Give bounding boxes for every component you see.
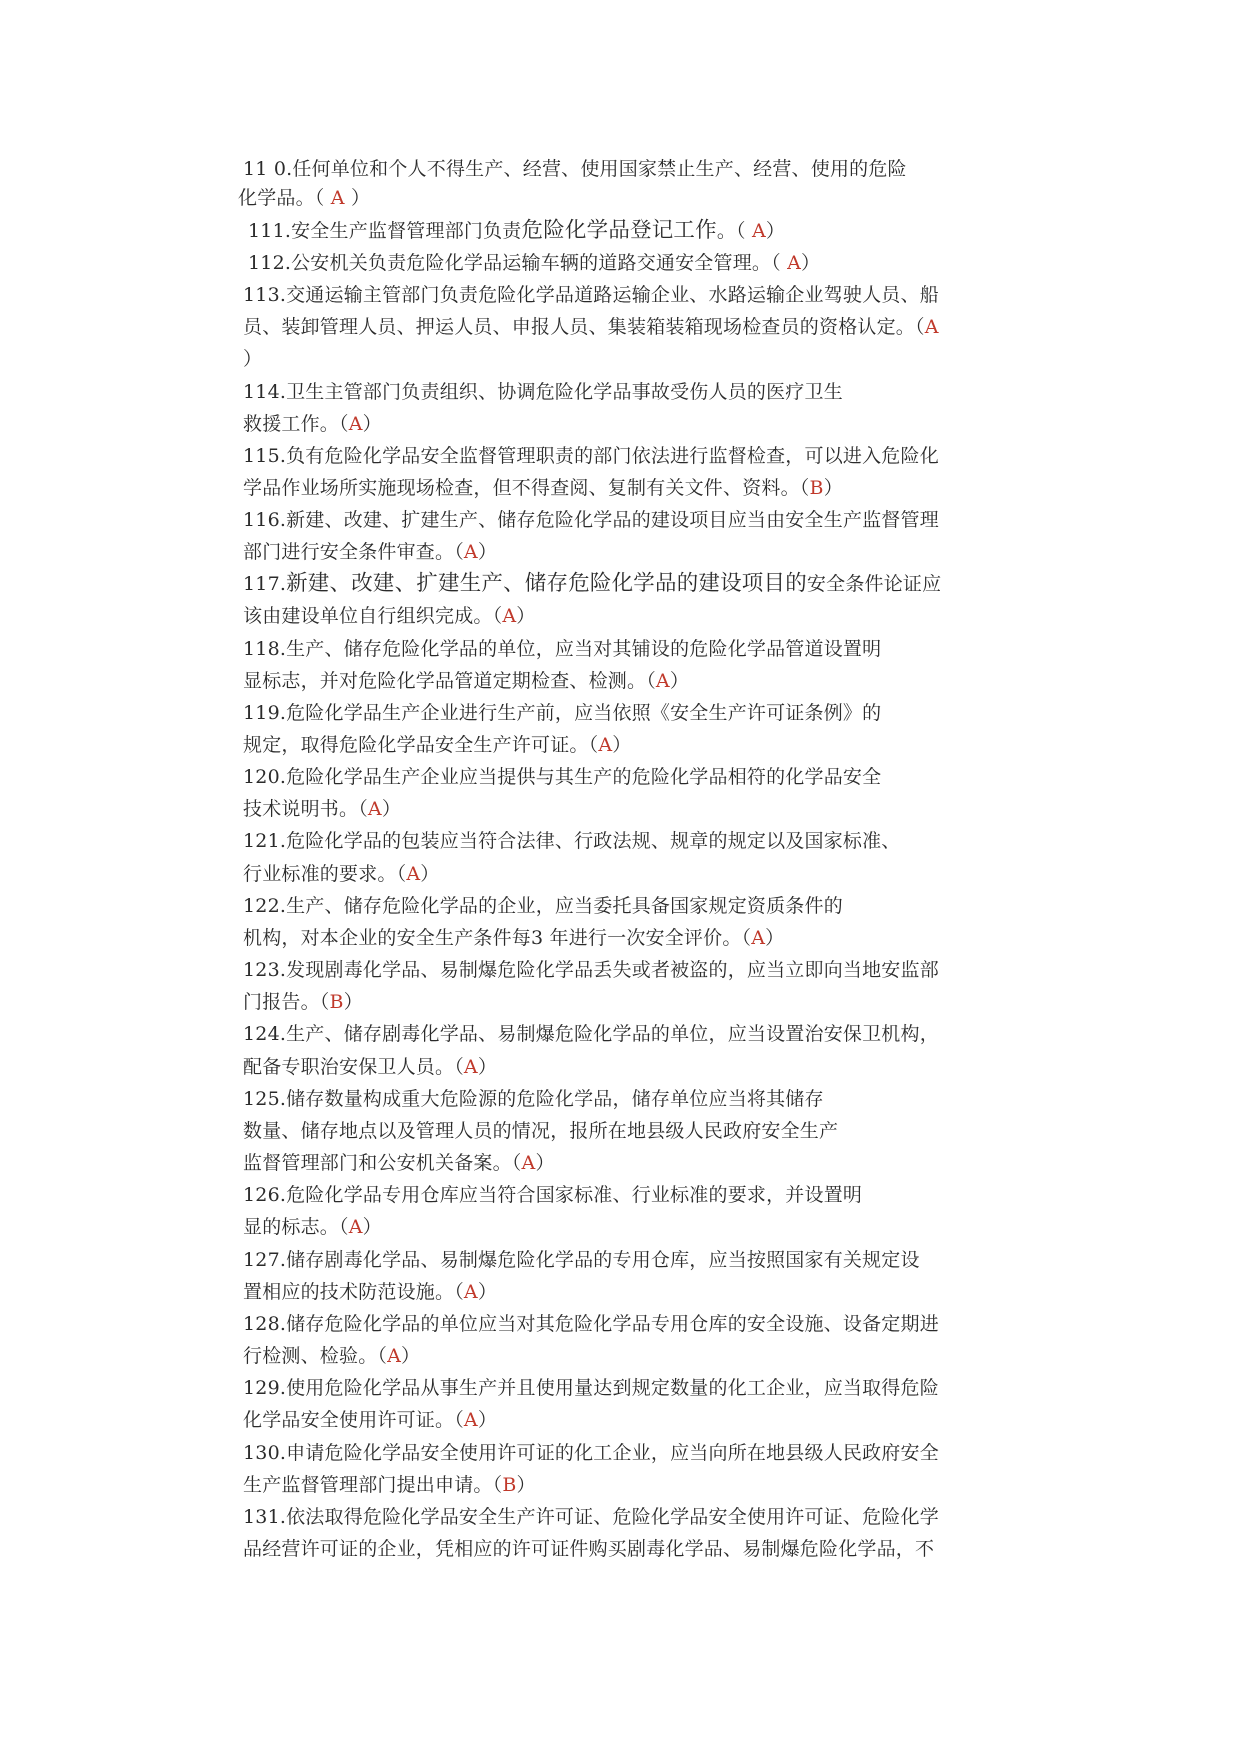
- answer-label: A: [367, 798, 382, 820]
- question-112-line-1: 112.公安机关负责危险化学品运输车辆的道路交通安全管理。（ A）: [248, 252, 821, 274]
- answer-label: A: [463, 1409, 478, 1431]
- question-114-line-1: 114.卫生主管部门负责组织、协调危险化学品事故受伤人员的医疗卫生: [243, 381, 843, 403]
- answer-label: A: [502, 605, 517, 627]
- question-120-line-2: 技术说明书。（A）: [243, 798, 402, 820]
- answer-label: A: [521, 1152, 536, 1174]
- answer-label: A: [387, 1345, 402, 1367]
- answer-label: B: [329, 991, 344, 1013]
- question-110-line-1: 11 0.任何单位和个人不得生产、经营、使用国家禁止生产、经营、使用的危险: [243, 158, 907, 180]
- answer-label: A: [348, 1216, 363, 1238]
- question-131-line-1: 131.依法取得危险化学品安全生产许可证、危险化学品安全使用许可证、危险化学: [243, 1506, 939, 1528]
- question-130-line-2: 生产监督管理部门提出申请。（B）: [243, 1474, 536, 1496]
- question-110-number: 11 0.: [243, 158, 293, 180]
- question-125-line-3: 监督管理部门和公安机关备案。（A）: [243, 1152, 555, 1174]
- question-126-line-2: 显的标志。（A）: [243, 1216, 382, 1238]
- answer-label: A: [463, 1281, 478, 1303]
- question-120-line-1: 120.危险化学品生产企业应当提供与其生产的危险化学品相符的化学品安全: [243, 766, 882, 788]
- question-122-line-2: 机构，对本企业的安全生产条件每3 年进行一次安全评价。（A）: [243, 927, 785, 949]
- answer-label: A: [463, 1056, 478, 1078]
- question-121-line-1: 121.危险化学品的包装应当符合法律、行政法规、规章的规定以及国家标准、: [243, 830, 901, 852]
- question-113-line-3: ）: [243, 348, 263, 370]
- question-123-line-1: 123.发现剧毒化学品、易制爆危险化学品丢失或者被盗的，应当立即向当地安监部: [243, 959, 939, 981]
- question-117-line-2: 该由建设单位自行组织完成。（A）: [243, 605, 536, 627]
- answer-label: B: [502, 1474, 517, 1496]
- answer-label: A: [598, 734, 613, 756]
- question-124-line-2: 配备专职治安保卫人员。（A）: [243, 1056, 498, 1078]
- question-125-line-1: 125.储存数量构成重大危险源的危险化学品，储存单位应当将其储存: [243, 1088, 824, 1110]
- question-129-line-2: 化学品安全使用许可证。（A）: [243, 1409, 498, 1431]
- question-111-line-1: 111.安全生产监督管理部门负责危险化学品登记工作。（ A）: [248, 218, 786, 243]
- question-127-line-1: 127.储存剧毒化学品、易制爆危险化学品的专用仓库，应当按照国家有关规定设: [243, 1249, 920, 1271]
- answer-label: A: [924, 316, 939, 338]
- answer-label: A: [655, 670, 670, 692]
- question-128-line-1: 128.储存危险化学品的单位应当对其危险化学品专用仓库的安全设施、设备定期进: [243, 1313, 939, 1335]
- question-116-line-1: 116.新建、改建、扩建生产、储存危险化学品的建设项目应当由安全生产监督管理: [243, 509, 939, 531]
- answer-label: A: [330, 187, 345, 209]
- question-126-line-1: 126.危险化学品专用仓库应当符合国家标准、行业标准的要求，并设置明: [243, 1184, 863, 1206]
- question-113-line-1: 113.交通运输主管部门负责危险化学品道路运输企业、水路运输企业驾驶人员、船: [243, 284, 939, 306]
- answer-label: A: [406, 863, 421, 885]
- answer-label: A: [787, 252, 801, 274]
- question-130-line-1: 130.申请危险化学品安全使用许可证的化工企业，应当向所在地县级人民政府安全: [243, 1442, 939, 1464]
- question-114-line-2: 救援工作。（A）: [243, 413, 382, 435]
- question-115-line-1: 115.负有危险化学品安全监督管理职责的部门依法进行监督检查，可以进入危险化: [243, 445, 939, 467]
- question-129-line-1: 129.使用危险化学品从事生产并且使用量达到规定数量的化工企业，应当取得危险: [243, 1377, 939, 1399]
- question-121-line-2: 行业标准的要求。（A）: [243, 863, 440, 885]
- answer-label: A: [751, 220, 766, 242]
- question-117-line-1: 117.新建、改建、扩建生产、储存危险化学品的建设项目的安全条件论证应: [243, 571, 942, 596]
- question-125-line-2: 数量、储存地点以及管理人员的情况，报所在地县级人民政府安全生产: [243, 1120, 839, 1142]
- question-110-line-2: 化学品。（ A ）: [238, 187, 371, 209]
- question-119-line-2: 规定，取得危险化学品安全生产许可证。（A）: [243, 734, 632, 756]
- question-124-line-1: 124.生产、储存剧毒化学品、易制爆危险化学品的单位，应当设置治安保卫机构，: [243, 1023, 939, 1045]
- question-131-line-2: 品经营许可证的企业，凭相应的许可证件购买剧毒化学品、易制爆危险化学品，不: [243, 1538, 935, 1560]
- answer-label: B: [809, 477, 824, 499]
- question-128-line-2: 行检测、检验。（A）: [243, 1345, 421, 1367]
- answer-label: A: [348, 413, 363, 435]
- question-127-line-2: 置相应的技术防范设施。（A）: [243, 1281, 498, 1303]
- question-123-line-2: 门报告。（B）: [243, 991, 363, 1013]
- question-119-line-1: 119.危险化学品生产企业进行生产前，应当依照《安全生产许可证条例》的: [243, 702, 882, 724]
- question-116-line-2: 部门进行安全条件审查。（A）: [243, 541, 498, 563]
- question-115-line-2: 学品作业场所实施现场检查，但不得查阅、复制有关文件、资料。（B）: [243, 477, 843, 499]
- question-122-line-1: 122.生产、储存危险化学品的企业，应当委托具备国家规定资质条件的: [243, 895, 843, 917]
- answer-label: A: [463, 541, 478, 563]
- answer-label: A: [751, 927, 766, 949]
- question-113-line-2: 员、装卸管理人员、押运人员、申报人员、集装箱装箱现场检查员的资格认定。（A: [243, 316, 939, 338]
- question-118-line-1: 118.生产、储存危险化学品的单位，应当对其铺设的危险化学品管道设置明: [243, 638, 882, 660]
- question-118-line-2: 显标志，并对危险化学品管道定期检查、检测。（A）: [243, 670, 690, 692]
